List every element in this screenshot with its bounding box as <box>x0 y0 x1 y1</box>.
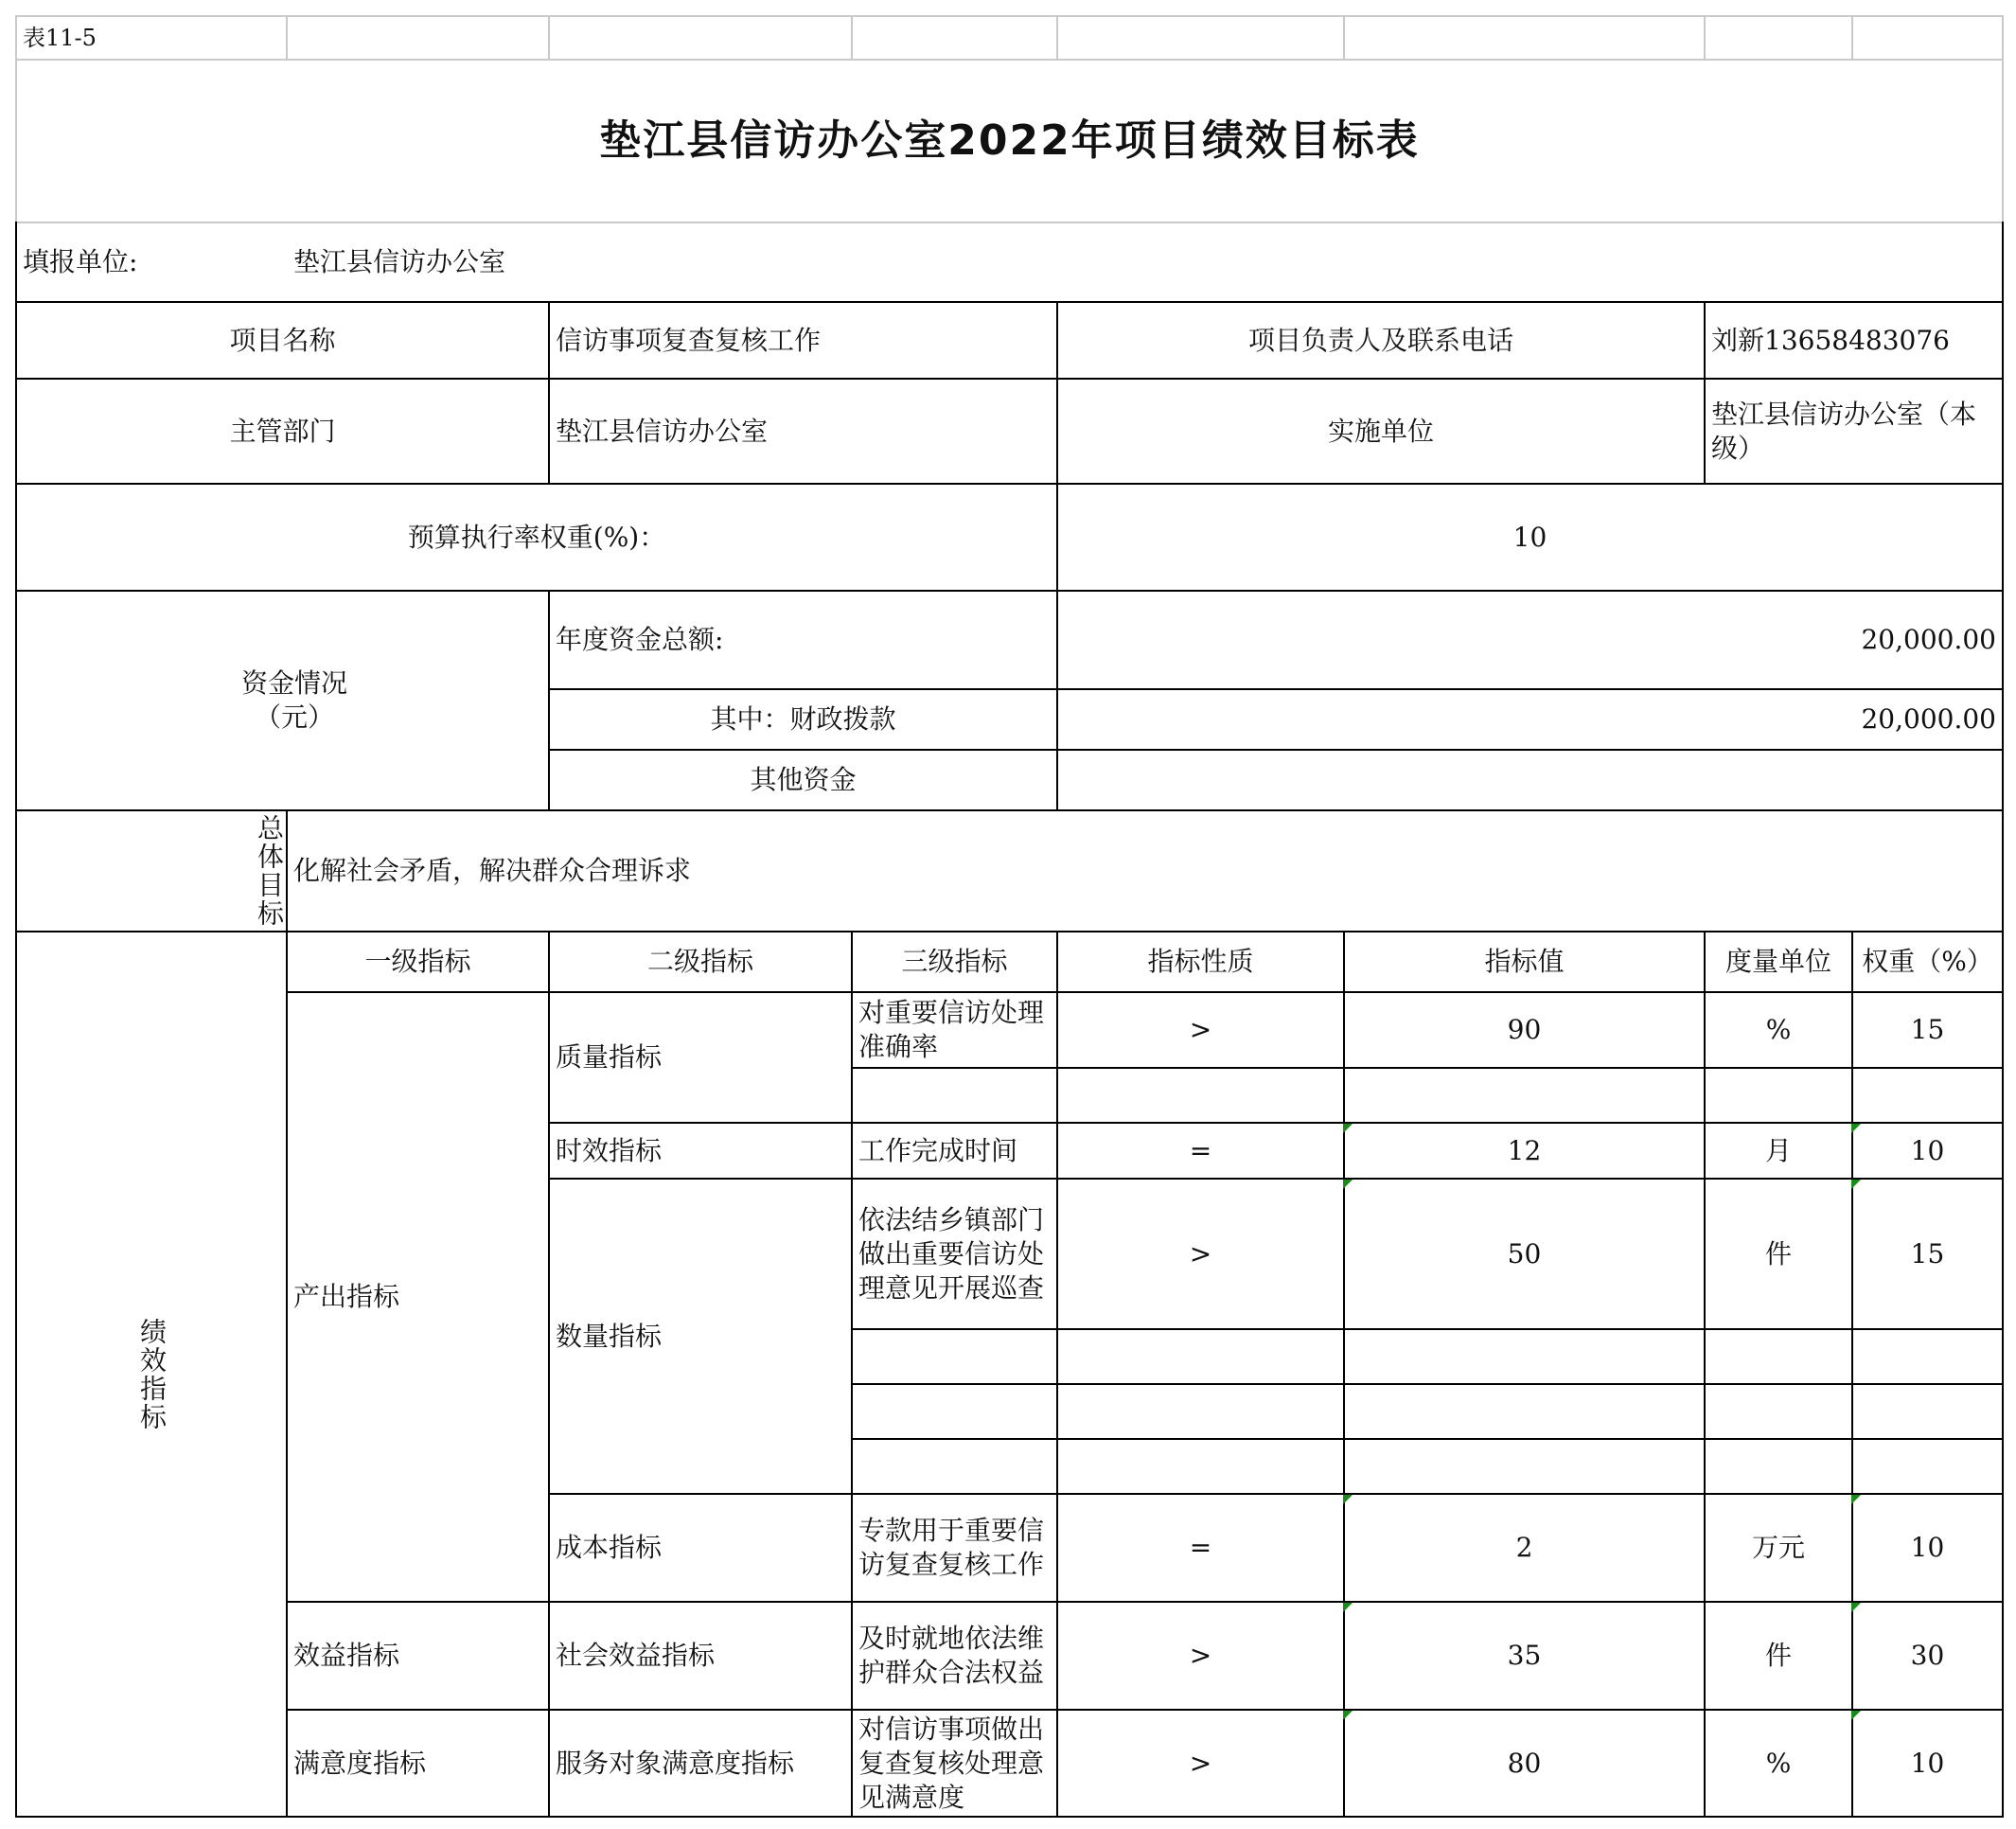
table-row-level3: 对重要信访处理准确率 <box>858 997 1045 1062</box>
budget-weight-value: 10 <box>1512 521 1547 553</box>
table-row-level3: 专款用于重要信访复查复核工作 <box>858 1515 1045 1580</box>
table-row-value: 2 <box>1515 1532 1533 1563</box>
annual-total-value: 20,000.00 <box>1861 624 1996 655</box>
table-row-value: 12 <box>1507 1134 1542 1166</box>
level1-benefit: 效益指标 <box>293 1640 400 1671</box>
table-row-nature: > <box>1189 1014 1212 1045</box>
header-unit: 度量单位 <box>1724 946 1831 977</box>
goal-label: 总体目标 <box>254 814 285 928</box>
table-row-unit: 件 <box>1764 1640 1792 1671</box>
page-title: 垫江县信访办公室2022年项目绩效目标表 <box>599 116 1420 165</box>
dept-label: 主管部门 <box>229 415 336 447</box>
fiscal-label: 其中：财政拨款 <box>710 703 896 735</box>
level2-cost: 成本指标 <box>556 1532 663 1563</box>
level1-satisfaction: 满意度指标 <box>293 1747 427 1779</box>
table-row-value: 50 <box>1507 1237 1542 1270</box>
table-row-weight: 30 <box>1910 1640 1945 1671</box>
fund-label: 资金情况（元） <box>240 667 347 733</box>
level2-service: 服务对象满意度指标 <box>556 1747 795 1779</box>
table-row-level3: 工作完成时间 <box>858 1134 1018 1166</box>
other-fund-label: 其他资金 <box>750 764 857 795</box>
table-row-level3: 及时就地依法维护群众合法权益 <box>858 1623 1045 1688</box>
header-level2: 二级指标 <box>646 946 753 977</box>
table-row-value: 90 <box>1507 1014 1542 1045</box>
goal-value: 化解社会矛盾，解决群众合理诉求 <box>293 855 692 886</box>
dept-value: 垫江县信访办公室 <box>556 415 769 447</box>
table-row-unit: 件 <box>1764 1237 1792 1270</box>
table-row-nature: = <box>1189 1134 1212 1166</box>
fiscal-value: 20,000.00 <box>1861 703 1996 735</box>
table-row-value: 35 <box>1507 1640 1542 1671</box>
level2-timeliness: 时效指标 <box>556 1134 663 1166</box>
level2-quantity: 数量指标 <box>556 1320 663 1352</box>
table-row-level3: 依法结乡镇部门做出重要信访处理意见开展巡查 <box>858 1203 1045 1304</box>
header-weight: 权重（%） <box>1862 946 1993 977</box>
table-row-unit: % <box>1765 1014 1792 1045</box>
table-row-nature: = <box>1189 1532 1212 1563</box>
contact-value: 刘新13658483076 <box>1711 324 1950 356</box>
table-row-nature: > <box>1189 1237 1212 1270</box>
level2-quality: 质量指标 <box>556 1041 663 1073</box>
table-row-unit: 万元 <box>1751 1532 1805 1563</box>
fill-unit-label: 填报单位: <box>23 246 138 277</box>
table-row-nature: > <box>1189 1640 1212 1671</box>
table-row-nature: > <box>1189 1747 1212 1779</box>
impl-value: 垫江县信访办公室（本级） <box>1711 398 1977 464</box>
other-fund-value <box>1058 751 2002 809</box>
project-name-label: 项目名称 <box>229 324 336 356</box>
contact-label: 项目负责人及联系电话 <box>1247 324 1513 356</box>
table-row-weight: 15 <box>1910 1014 1945 1045</box>
table-row-unit: % <box>1765 1747 1792 1779</box>
impl-label: 实施单位 <box>1327 415 1434 447</box>
table-row-weight: 10 <box>1910 1747 1945 1779</box>
table-number: 表11-5 <box>23 25 97 51</box>
performance-table <box>15 15 2004 1818</box>
project-name-value: 信访事项复查复核工作 <box>556 324 822 356</box>
table-row-value: 80 <box>1507 1747 1542 1779</box>
header-value: 指标值 <box>1484 946 1565 977</box>
table-row-weight: 10 <box>1910 1134 1945 1166</box>
header-nature: 指标性质 <box>1147 946 1254 977</box>
budget-weight-label: 预算执行率权重(%)： <box>407 521 666 553</box>
annual-total-label: 年度资金总额: <box>556 624 724 655</box>
perf-label: 绩效指标 <box>136 1317 168 1431</box>
level1-output: 产出指标 <box>293 1281 400 1312</box>
header-level1: 一级指标 <box>364 946 471 977</box>
table-row-weight: 15 <box>1910 1237 1945 1270</box>
level2-social: 社会效益指标 <box>556 1640 716 1671</box>
table-row-weight: 10 <box>1910 1532 1945 1563</box>
fill-unit-value: 垫江县信访办公室 <box>293 246 506 277</box>
header-level3: 三级指标 <box>901 946 1008 977</box>
table-row-level3: 对信访事项做出复查复核处理意见满意度 <box>858 1713 1045 1813</box>
table-row-unit: 月 <box>1764 1134 1792 1166</box>
